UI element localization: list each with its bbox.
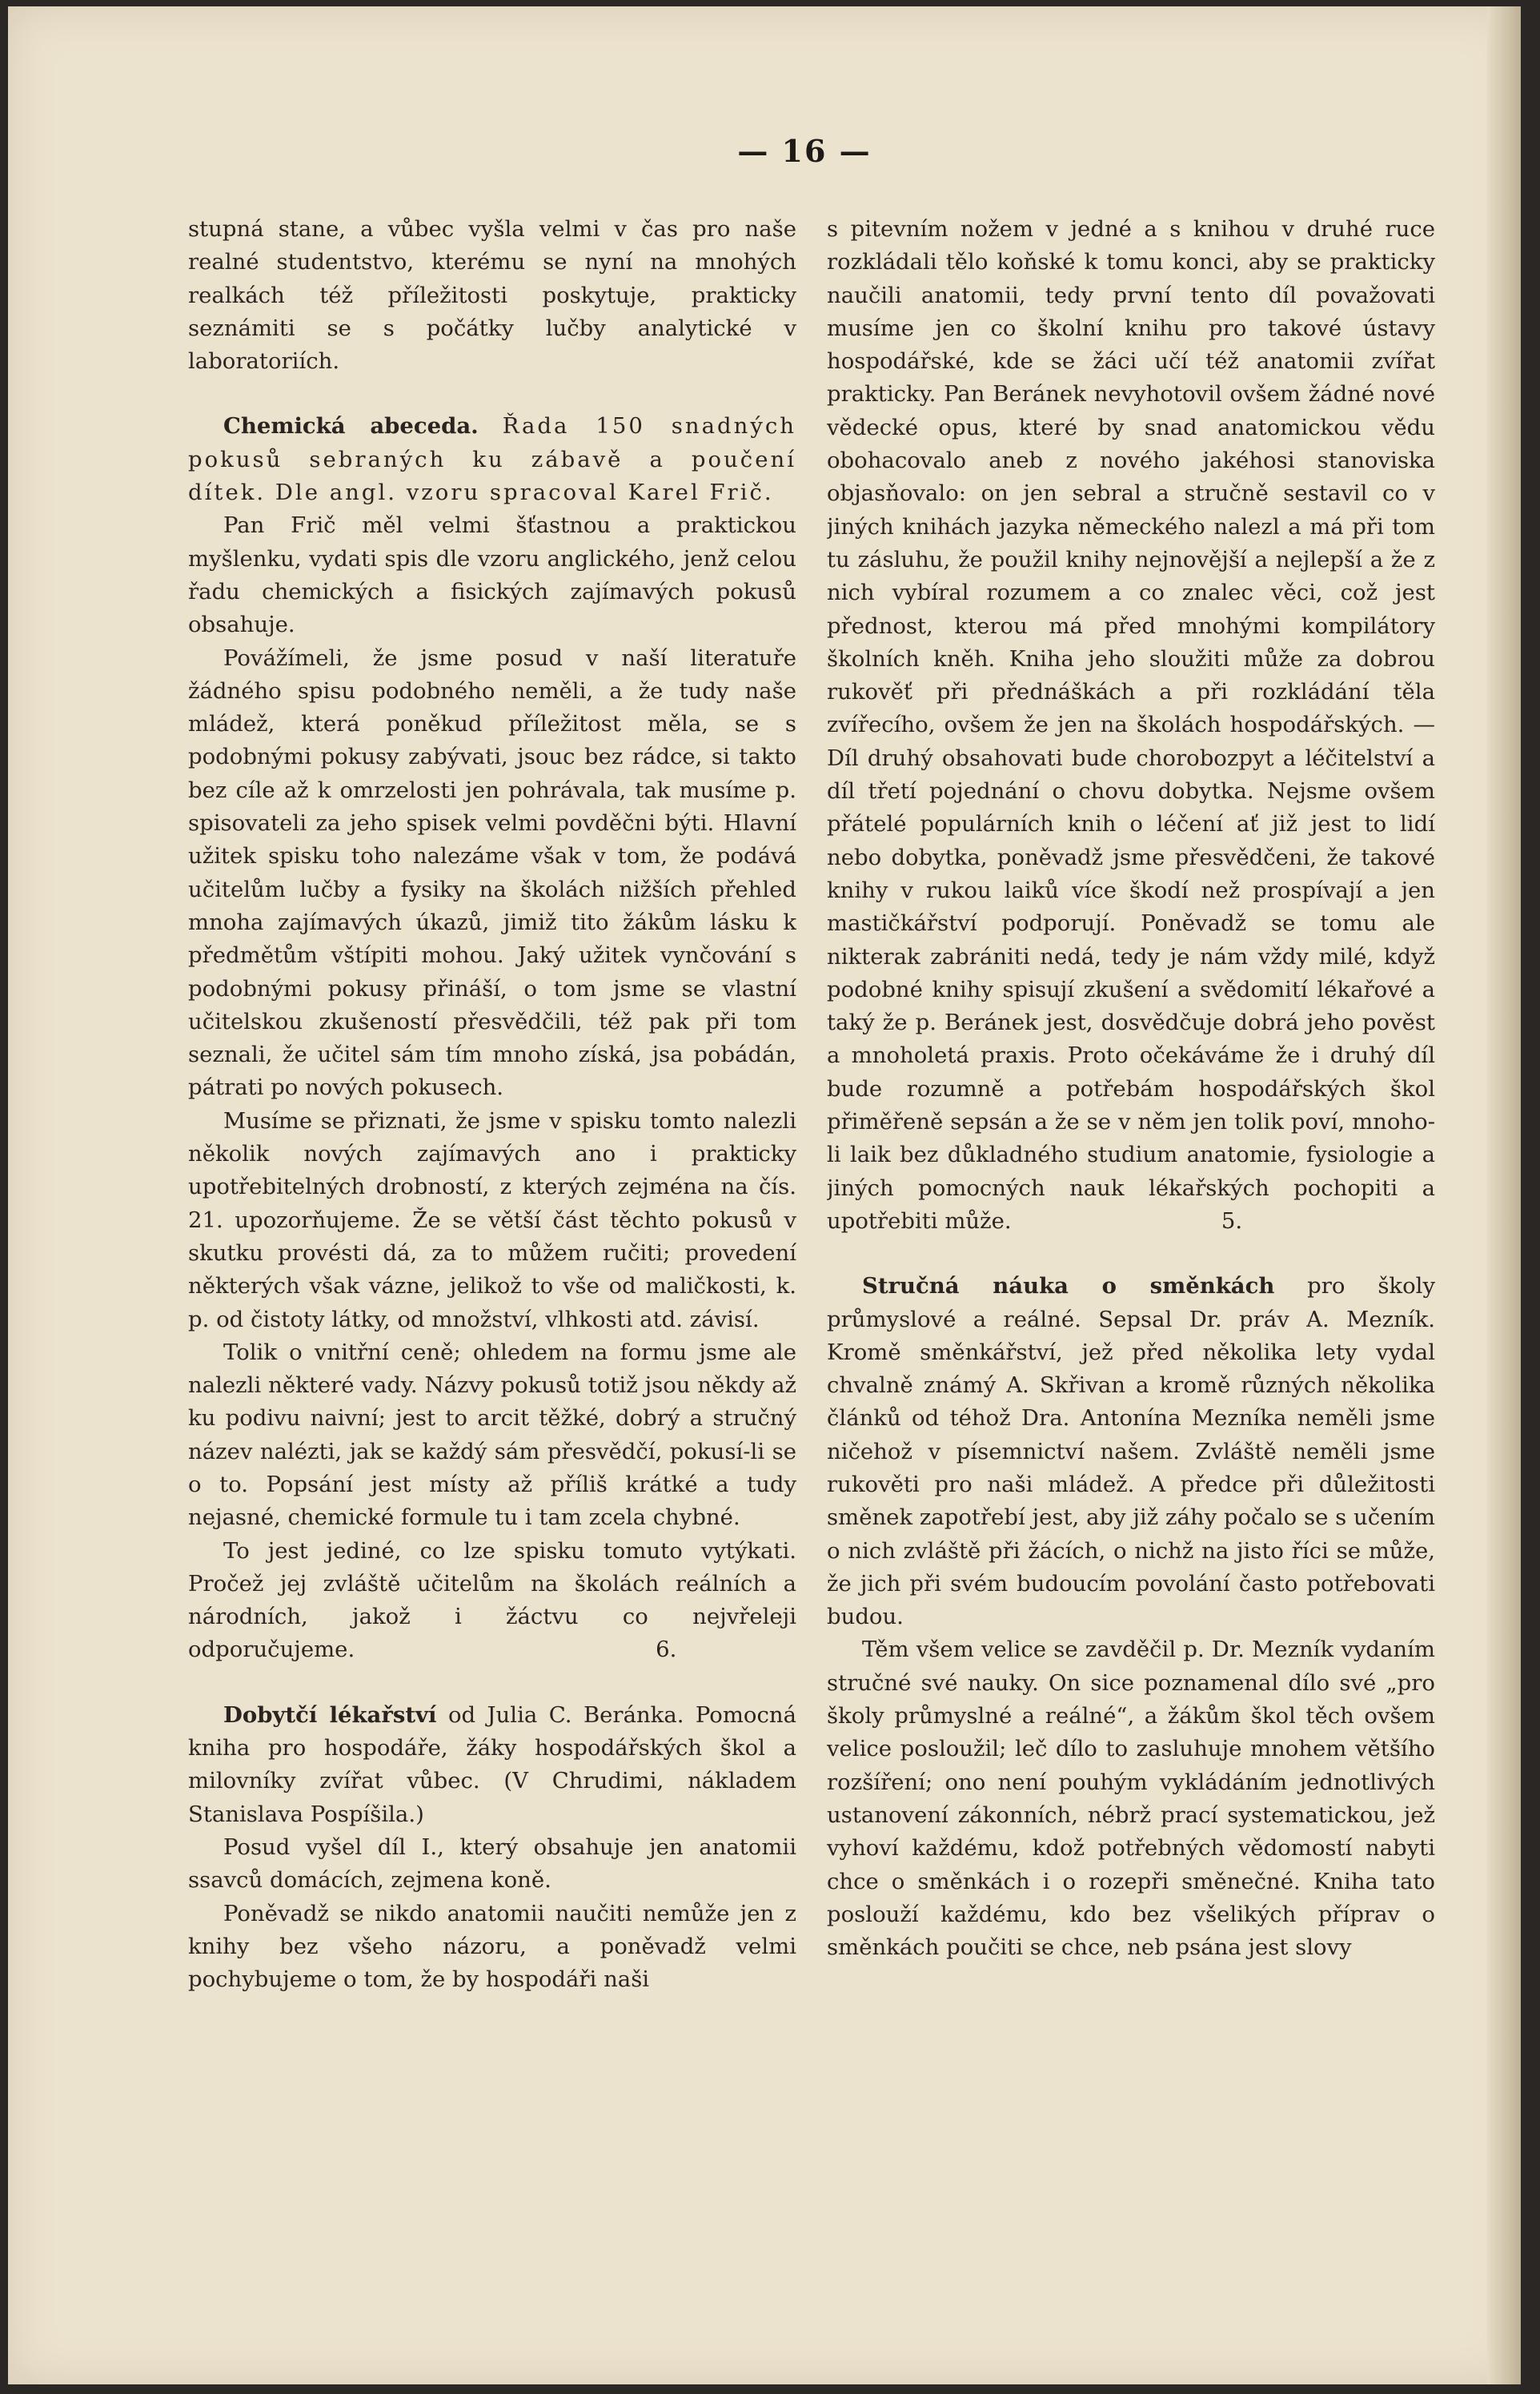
review-title: Stručná náuka o směnkách bbox=[862, 1273, 1275, 1299]
review-title: Dobytčí lékařství bbox=[223, 1701, 437, 1728]
review-signature: 6. bbox=[656, 1637, 677, 1663]
review-title-details: pro školy průmyslové a reálné. Sepsal Dr. práv A. Mezník. Kromě směnkářství, jež před několika lety vydal chvalně známý A. Skřivan a kromě různých několika článků od téhož Dra. Antonína Mezníka neměli jsme ničehož v písemnictví našem. Zvláště neměli jsme rukověti pro naši mládež. A předce při důležitosti směnek zapotřebí jest, aby již záhy počalo se s učením o nich zvláště při žácích, o nichž na jisto říci se může, že jich při svém budoucím povolání často potřebovati budou. bbox=[827, 1273, 1435, 1630]
review-paragraph: Těm všem velice se zavděčil p. Dr. Mezník vydaním stručné své nauky. On sice poznamenal dílo své „pro školy průmyslné a reálné“, a žákům škol těch ovšem velice posloužil; leč dílo to zasluhuje mnohem většího rozšíření; ono není pouhým vykládáním jednotlivých ustanovení zákonních, nébrž prací systematickou, jež vyhoví každému, kdož potřebných vědomostí nabyti chce o směnkách i o rozepři směnečné. Kniha tato poslouží každému, kdo bez všelikých příprav o směnkách poučiti se chce, neb psána jest slovy bbox=[827, 1637, 1435, 1961]
left-column bbox=[188, 213, 796, 2263]
review-title-details: Řada 150 snadných pokusů sebraných ku zábavě a poučení dítek. Dle angl. vzoru spracoval Karel Frič. bbox=[188, 413, 796, 506]
review-paragraph-text: To jest jediné, co lze spisku tomuto vytýkati. Pročež jej zvláště učitelům na školách reálních a národních, jakož i žáctvu co nejvřeleji odporučujeme. bbox=[188, 1537, 796, 1663]
review-signature: 5. bbox=[1221, 1207, 1243, 1234]
review-paragraph: Pan Frič měl velmi šťastnou a praktickou myšlenku, vydati spis dle vzoru anglického, jenž celou řadu chemických a fisických zajímavých pokusů obsahuje. bbox=[188, 512, 796, 638]
review-paragraph: Povážímeli, že jsme posud v naší literatuře žádného spisu podobného neměli, a že tudy naše mládež, která poněkud příležitost měla, se s podobnými pokusy zabývati, jsouc bez rádce, si takto bez cíle až k omrzelosti jen pohrávala, tak musíme p. spisovateli za jeho spisek velmi povděčni býti. Hlavní užitek spisku toho nalezáme však v tom, že podává učitelům lučby a fysiky na školách nižších přehled mnoha zajímavých úkazů, jimiž tito žákům lásku k předmětům vštípiti mohou. Jaký užitek vynčování s podobnými pokusy přináší, o tom jsme se vlastní učitelskou zkušeností přesvědčili, též pak při tom seznali, že učitel sám tím mnoho získá, jsa pobádán, pátrati po nových pokusech. bbox=[188, 645, 796, 1101]
page-number: — 16 — bbox=[737, 133, 872, 169]
review-paragraph: Posud vyšel díl I., který obsahuje jen anatomii ssavců domácích, zejmena koně. bbox=[188, 1834, 796, 1894]
book-page bbox=[8, 6, 1521, 2384]
review-paragraph: Tolik o vnitřní ceně; ohledem na formu jsme ale nalezli některé vady. Názvy pokusů totiž jsou někdy až ku podivu naivní; jest to arcit těžké, dobrý a stručný název nalézti, jak se každý sám přesvědčí, pokusí-li se o to. Popsání jest místy až příliš krátké a tudy nejasné, chemické formule tu i tam zcela chybné. bbox=[188, 1339, 796, 1531]
right-paragraph-continued bbox=[827, 213, 1435, 1238]
review-paragraph: Poněvadž se nikdo anatomii naučiti nemůže jen z knihy bez všeho názoru, a poněvadž velmi pochybujeme o tom, že by hospodáři naši bbox=[188, 1900, 796, 1993]
review-paragraph-text: s pitevním nožem v jedné a s knihou v druhé ruce rozkládali tělo koňské k tomu konci, aby se prakticky naučili anatomii, tedy první tento díl považovati musíme jen co školní knihu pro takové ústavy hospodářské, kde se žáci učí též anatomii zvířat prakticky. Pan Beránek nevyhotovil ovšem žádné nové vědecké opus, které by snad anatomickou vědu obohacovalo aneb z nového jakéhosi stanoviska objasňovalo: on jen sebral a stručně sestavil co v jiných knihách jazyka německého nalezl a má při tom tu zásluhu, že použil knihy nejnovější a nejlepší a že z nich vybíral rozumem a co znalec věci, což jest přednost, kterou má před mnohými kompilátory školních kněh. Kniha jeho sloužiti může za dobrou rukověť při přednáškách a při rozkládání těla zvířecího, ovšem že jen na školách hospodářských. — Díl druhý obsahovati bude chorobozpyt a léčitelství a díl třetí pojednání o chovu dobytka. Nejsme ovšem přátelé populárních knih o léčení ať již jest to lidí nebo dobytka, poněvadž jsme přesvědčeni, že takové knihy v rukou laiků více škodí než prospívají a jen mastičkářství podporují. Poněvadž se tomu ale nikterak zabrániti nedá, tedy je nám vždy milé, když podobné knihy spisují zkušení a svědomití lékařové a taký že p. Beránek jest, dosvědčuje dobrá jeho pověst a mnoholetá praxis. Proto očekáváme že i druhý díl bude rozumně a potřebám hospodářských škol přiměřeně sepsán a že se v něm jen tolik poví, mnoho-li laik bez důkladného studium anatomie, fysiologie a jiných pomocných nauk lékařských pochopiti a upotřebiti může. bbox=[827, 216, 1435, 1234]
book-binding-edge bbox=[1487, 6, 1521, 2384]
review-heading-chemicka-abeceda bbox=[188, 410, 796, 509]
review-title-details: od Julia C. Beránka. Pomocná kniha pro hospodáře, žáky hospodářských škol a milovníky zvířat vůbec. (V Chrudimi, nákladem Stanislava Pospíšila.) bbox=[188, 1701, 796, 1827]
review-heading-strucna-nauka bbox=[827, 1270, 1435, 1633]
review-paragraph: Musíme se přiznati, že jsme v spisku tomto nalezli několik nových zajímavých ano i prakticky upotřebitelných drobností, z kterých zejména na čís. 21. upozorňujeme. Že se větší část těchto pokusů v skutku provésti dá, za to můžem ručiti; provedení některých však vázne, jelikož to vše od maličkosti, k. p. od čistoty látky, od množství, vlhkosti atd. závisí. bbox=[188, 1107, 796, 1332]
review-heading-dobytci-lekarstvi bbox=[188, 1699, 796, 1831]
review-paragraph bbox=[188, 1535, 796, 1667]
review-title: Chemická abeceda. bbox=[223, 413, 479, 440]
right-column bbox=[827, 213, 1435, 2263]
left-paragraph-continued: stupná stane, a vůbec vyšla velmi v čas pro naše realné studentstvo, kterému se nyní na mnohých realkách též příležitosti poskytuje, prakticky seznámiti se s počátky lučby analytické v laboratoriích. bbox=[188, 216, 796, 375]
